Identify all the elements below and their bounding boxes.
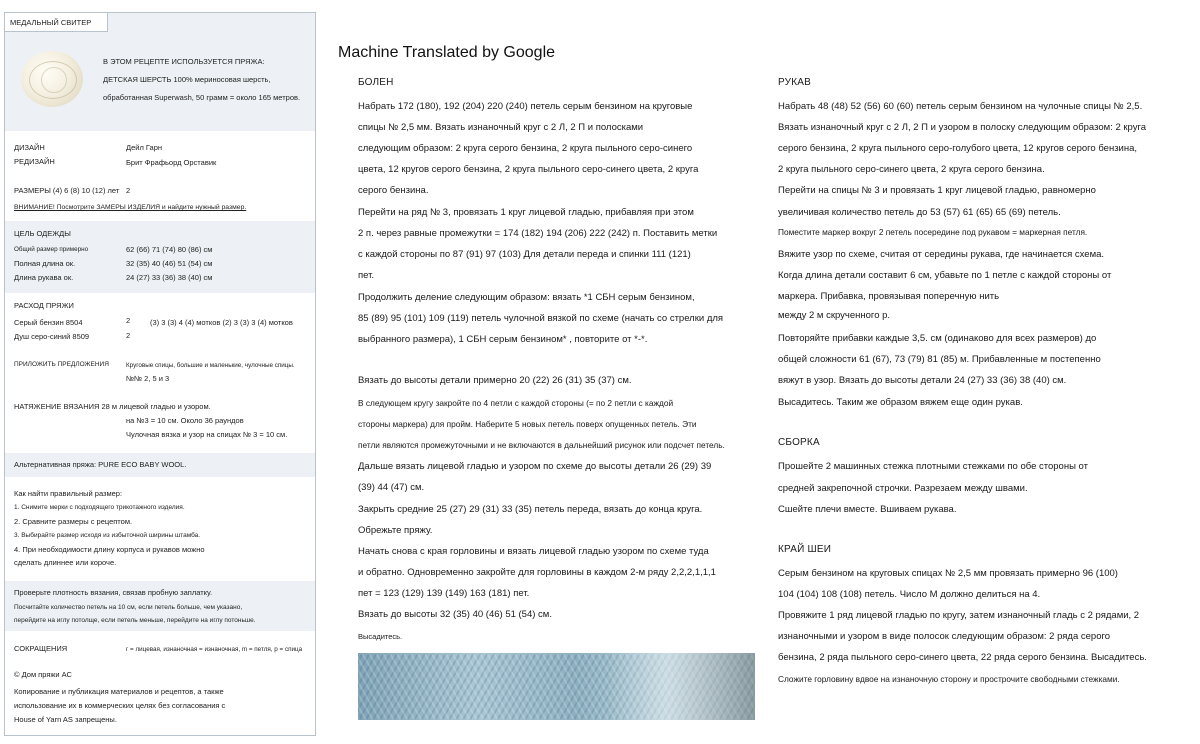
needles-section: [5, 353, 315, 403]
alt-yarn-text: Альтернативная пряжа: PURE ECO BABY WOOL.: [14, 460, 187, 469]
yarn-use-section: [5, 295, 315, 349]
body-line: с каждой стороны по 87 (91) 97 (103) Для детали переда и спинки 111 (121): [358, 249, 691, 260]
tension-line-3: Чулочная вязка и узор на спицах № 3 = 10 см.: [126, 430, 288, 439]
body-line: Перейти на ряд № 3, провязать 1 круг лицевой гладью, прибавляя при этом: [358, 207, 694, 218]
body-line: (39) 44 (47) см.: [358, 482, 425, 493]
chest-value: 62 (66) 71 (74) 80 (86) см: [126, 245, 213, 254]
sizes-note: ВНИМАНИЕ! Посмотрите ЗАМЕРЫ ИЗДЕЛИЯ и найдите нужный размер.: [14, 204, 247, 211]
abbreviations-value: г = лицевая, изнаночная = изнаночная, m = петля, p = спица: [126, 646, 303, 653]
sleeve-line: вяжут в узор. Вязать до высоты детали 24 (27) 33 (36) 38 (40) см.: [778, 375, 1067, 386]
gauge-check-section: [5, 581, 315, 631]
copyright-owner: © Дом пряжи АС: [14, 670, 72, 679]
size-step-4b: сделать длиннее или короче.: [14, 558, 117, 567]
body-line: Вязать до высоты детали примерно 20 (22) 26 (31) 35 (37) см.: [358, 375, 632, 386]
design-section: [5, 137, 315, 181]
tension-line-2: на №3 = 10 см. Около 36 раундов: [126, 416, 244, 425]
alt-yarn-section: [5, 453, 315, 477]
gauge-heading: Проверьте плотность вязания, связав пробную заплатку.: [14, 588, 213, 597]
body-line: Высадитесь.: [358, 632, 403, 641]
assembly-line: Прошейте 2 машинных стежка плотными стежками по обе стороны от: [778, 461, 1088, 472]
tension-line-1: НАТЯЖЕНИЕ ВЯЗАНИЯ 28 м лицевой гладью и узором.: [14, 402, 211, 411]
assembly-heading: СБОРКА: [778, 437, 820, 448]
copyright-line-2: использование их в коммерческих целях без согласования с: [14, 701, 226, 710]
length-value: 32 (35) 40 (46) 51 (54) см: [126, 259, 213, 268]
body-line: цвета, 12 кругов серого бензина, 2 круга пыльного серо-синего цвета, 2 круга: [358, 164, 699, 175]
knitted-sweater-photo: [358, 653, 755, 720]
size-guide-heading: Как найти правильный размер:: [14, 489, 123, 498]
yarn1-value: 2: [126, 316, 131, 325]
sleeve-line: увеличивая количество петель до 53 (57) 61 (65) 65 (69) петель.: [778, 207, 1061, 218]
body-line: Дальше вязать лицевой гладью и узором по схеме до высоты детали 26 (29) 39: [358, 461, 712, 472]
yarn-line-1: ДЕТСКАЯ ШЕРСТЬ 100% мериносовая шерсть,: [103, 75, 271, 84]
sleeve-line: Вяжите узор по схеме, считая от середины рукава, где начинается схема.: [778, 249, 1105, 260]
garment-heading: ЦЕЛЬ ОДЕЖДЫ: [14, 229, 71, 238]
sleeve-line: серого бензина, 2 круга пыльного серо-голубого цвета, 12 кругов серого бензина,: [778, 143, 1138, 154]
yarn1-label: Серый бензин 8504: [14, 318, 83, 327]
neck-line: Серым бензином на круговых спицах № 2,5 мм провязать примерно 96 (100): [778, 568, 1118, 579]
sizes-label: РАЗМЕРЫ (4) 6 (8) 10 (12) лет: [14, 186, 120, 195]
neck-line: Провяжите 1 ряд лицевой гладью по кругу, затем изнаночный гладь с 2 рядами, 2: [778, 610, 1140, 621]
body-line: следующим образом: 2 круга серого бензина, 2 круга пыльного серо-синего: [358, 143, 693, 154]
body-line: стороны маркера) для пройм. Наберите 5 новых петель поверх опущенных петель. Эти: [358, 419, 697, 429]
yarn2-value: 2: [126, 331, 131, 340]
neck-line: изнаночными и узором в виде полосок следующим образом: 2 ряда серого: [778, 631, 1111, 642]
yarn-use-heading: РАСХОД ПРЯЖИ: [14, 301, 74, 310]
body-line: выбранного размера), 1 СБН серым бензином* , повторите от *-*.: [358, 334, 648, 345]
sizes-value: 2: [126, 186, 131, 195]
body-line: и обратно. Одновременно закройте для горловины в каждом 2-м ряду 2,2,2,1,1,1: [358, 567, 716, 578]
assembly-line: Сшейте плечи вместе. Вшиваем рукава.: [778, 504, 957, 515]
sizes-section: [5, 181, 315, 219]
yarn2-label: Душ серо-синий 8509: [14, 332, 90, 341]
neck-heading: КРАЙ ШЕИ: [778, 544, 832, 555]
needles-value-2: №№ 2, 5 и 3: [126, 374, 170, 383]
abbreviations-section: [5, 639, 315, 663]
body-heading: БОЛЕН: [358, 77, 394, 88]
body-line: Обрежьте пряжу.: [358, 525, 433, 536]
pattern-info-sidebar: [4, 12, 316, 736]
body-line: 2 п. через равные промежутки = 174 (182) 194 (206) 222 (242) п. Поставить метки: [358, 228, 718, 239]
yarn-heading: В ЭТОМ РЕЦЕПТЕ ИСПОЛЬЗУЕТСЯ ПРЯЖА:: [103, 57, 265, 66]
body-instructions-column: [358, 0, 758, 650]
body-line: петли являются промежуточными и не включаются в дальнейший рисунок или подсчет петель.: [358, 440, 725, 450]
redesign-label: РЕДИЗАЙН: [14, 157, 55, 166]
body-line: Начать снова с края горловины и вязать лицевой гладью узором по схеме туда: [358, 546, 709, 557]
sleeve-line: Перейти на спицы № 3 и провязать 1 круг лицевой гладью, равномерно: [778, 185, 1096, 196]
sweater-sleeve-detail: [608, 653, 755, 720]
sleeve-line: Поместите маркер вокруг 2 петель посередине под рукавом = маркерная петля.: [778, 227, 1088, 237]
gauge-line-1: Посчитайте количество петель на 10 см, если петель больше, чем указано,: [14, 604, 243, 611]
body-line: Набрать 172 (180), 192 (204) 220 (240) петель серым бензином на круговые: [358, 101, 693, 112]
sleeve-length-label: Длина рукава ок.: [14, 273, 74, 282]
tension-section: [5, 399, 315, 451]
size-step-2: 2. Сравните размеры с рецептом.: [14, 517, 133, 526]
design-label: ДИЗАЙН: [14, 143, 45, 152]
translation-banner: Machine Translated by Google: [338, 44, 556, 61]
needles-value-1: Круговые спицы, большие и маленькие, чулочные спицы.: [126, 362, 295, 369]
body-line: пет = 123 (129) 139 (149) 163 (181) пет.: [358, 588, 530, 599]
sleeve-length-value: 24 (27) 33 (36) 38 (40) см: [126, 273, 213, 282]
length-label: Полная длина ок.: [14, 259, 76, 268]
body-line: пет.: [358, 270, 375, 281]
sleeve-line: между 2 м скрученного р.: [778, 310, 891, 321]
sleeve-line: 2 круга пыльного серо-синего цвета, 2 круга серого бензина.: [778, 164, 1045, 175]
body-line: 85 (89) 95 (101) 109 (119) петель чулочной вязкой по схеме (начать со стрелки для: [358, 313, 724, 324]
sleeve-instructions-column: [778, 0, 1188, 700]
body-line: Закрыть средние 25 (27) 29 (31) 33 (35) петель переда, вязать до конца круга.: [358, 504, 703, 515]
assembly-line: средней закрепочной строчки. Разрезаем между швами.: [778, 483, 1028, 494]
design-value: Дейл Гарн: [126, 143, 163, 152]
pattern-title-tag: МЕДАЛЬНЫЙ СВИТЕР: [5, 13, 108, 32]
body-line: серого бензина.: [358, 185, 429, 196]
yarn-line-2: обработанная Superwash, 50 грамм = около 165 метров.: [103, 93, 301, 102]
sleeve-line: Повторяйте прибавки каждые 3,5. см (одинаково для всех размеров) до: [778, 333, 1097, 344]
body-line: В следующем кругу закройте по 4 петли с каждой стороны (= по 2 петли с каждой: [358, 398, 674, 408]
neck-line: бензина, 2 ряда пыльного серо-синего цвета, 22 ряда серого бензина. Высадитесь.: [778, 652, 1147, 663]
yarn-ball-image: [21, 51, 83, 107]
body-line: спицы № 2,5 мм. Вязать изнаночный круг с 2 Л, 2 П и полосками: [358, 122, 644, 133]
body-line: Вязать до высоты 32 (35) 40 (46) 51 (54) см.: [358, 609, 552, 620]
abbreviations-label: СОКРАЩЕНИЯ: [14, 644, 68, 653]
needles-label: ПРИЛОЖИТЬ ПРЕДЛОЖЕНИЯ: [14, 361, 109, 368]
sleeve-line: маркера. Прибавка, провязывая поперечную нить: [778, 291, 1000, 302]
yarn1-extra: (3) 3 (3) 4 (4) мотков (2) 3 (3) 3 (4) мотков: [150, 318, 293, 327]
copyright-line-3: House of Yarn AS запрещены.: [14, 715, 117, 724]
sleeve-line: Когда длина детали составит 6 см, убавьте по 1 петле с каждой стороны от: [778, 270, 1112, 281]
redesign-value: Брит Фрафьорд Орставик: [126, 158, 217, 167]
copyright-section: [5, 665, 315, 735]
size-step-3: 3. Выбирайте размер исходя из избыточной ширины штамба.: [14, 532, 201, 539]
garment-section: [5, 221, 315, 293]
size-guide-section: [5, 483, 315, 581]
sleeve-line: Вязать изнаночный круг с 2 Л, 2 П и узором в полоску следующим образом: 2 круга: [778, 122, 1146, 133]
size-step-4a: 4. При необходимости длину корпуса и рукавов можно: [14, 545, 205, 554]
body-line: Продолжить деление следующим образом: вязать *1 СБН серым бензином,: [358, 292, 695, 303]
neck-line: 104 (104) 108 (108) петель. Число М должно делиться на 4.: [778, 589, 1041, 600]
sleeve-line: общей сложности 61 (67), 73 (79) 81 (85) м. Прибавленные м постепенно: [778, 354, 1101, 365]
sleeve-line: Высадитесь. Таким же образом вяжем еще один рукав.: [778, 397, 1023, 408]
gauge-line-2: перейдите на иглу потолще, если петель меньше, перейдите на иглу потоньше.: [14, 617, 256, 624]
sleeve-heading: РУКАВ: [778, 77, 811, 88]
neck-line: Сложите горловину вдвое на изнаночную сторону и прострочите свободными стежками.: [778, 674, 1120, 684]
chest-label: Общий размер примерно: [14, 246, 89, 253]
copyright-line-1: Копирование и публикация материалов и рецептов, а также: [14, 687, 224, 696]
size-step-1: 1. Снимите мерки с подходящего трикотажного изделия.: [14, 504, 185, 511]
sleeve-line: Набрать 48 (48) 52 (56) 60 (60) петель серым бензином на чулочные спицы № 2,5.: [778, 101, 1143, 112]
